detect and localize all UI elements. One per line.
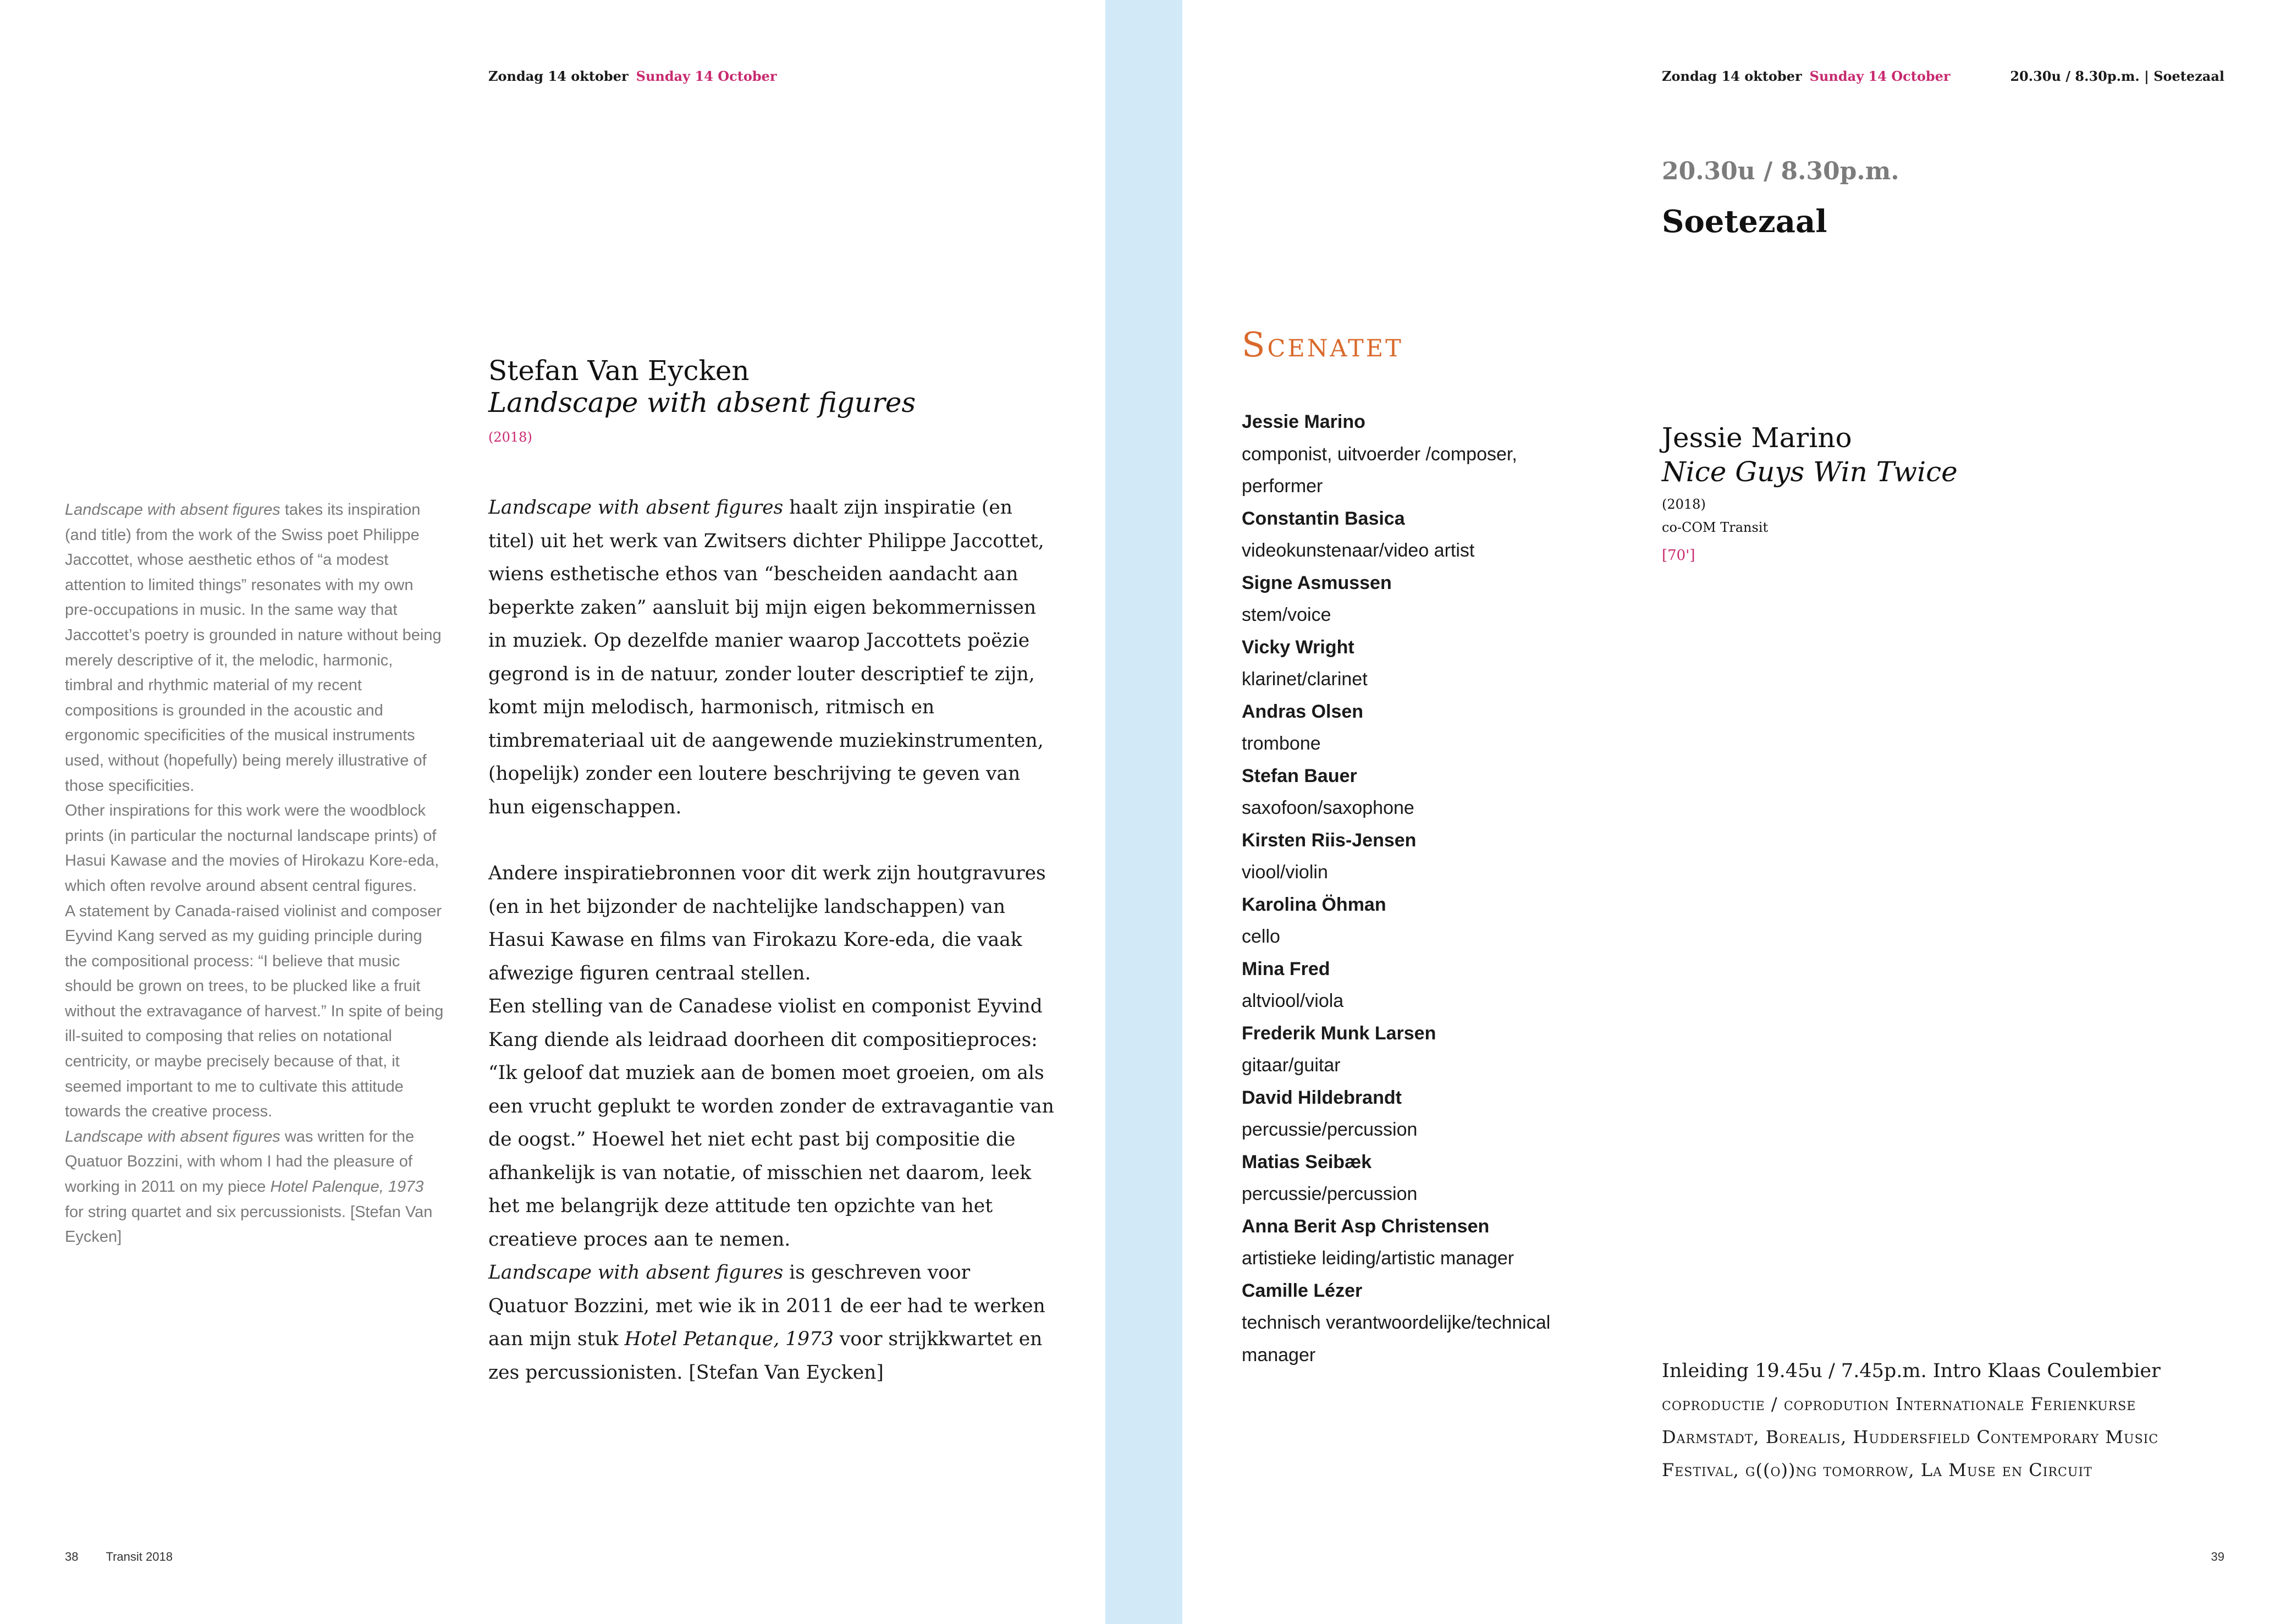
running-head-date-nl: Zondag 14 oktober	[488, 68, 629, 84]
running-head-time-venue: 20.30u / 8.30p.m. | Soetezaal	[2010, 68, 2224, 84]
cast-member-name: Vicky Wright	[1242, 636, 1354, 658]
page-number: 39	[2211, 1550, 2224, 1564]
dutch-program-note	[488, 491, 1055, 1389]
paragraph	[65, 498, 444, 799]
piece-header-left	[488, 355, 916, 445]
running-head-right	[1662, 68, 1951, 84]
italic-title-run: Hotel Palenque, 1973	[270, 1178, 424, 1196]
cast-member-name: Andras Olsen	[1242, 701, 1364, 722]
running-head-date-en: Sunday 14 October	[636, 68, 777, 84]
cast-member-role: videokunstenaar/video artist	[1242, 540, 1475, 561]
work-year: (2018)	[488, 430, 532, 445]
text-run: was written for the Quatuor Bozzini, with whom I had the pleasure of working in 2011 on my piece	[65, 1127, 415, 1196]
text-run: for string quartet and six percussionists. [Stefan Van Eycken]	[65, 1203, 433, 1246]
credits-block	[1662, 1355, 2239, 1487]
composer-name: Jessie Marino	[1662, 422, 1852, 454]
cast-member-name: Stefan Bauer	[1242, 765, 1357, 786]
publication-name: Transit 2018	[106, 1550, 173, 1564]
text-run: takes its inspiration (and title) from the work of the Swiss poet Philippe Jaccottet, whose aesthetic ethos of “a modest attention to limited things” resonates with my own pre-occupations in music. In the same way that Jaccottet’s poetry is grounded in nature without being merely descriptive of it, the melodic, harmonic, timbral and rhythmic material of my recent compositions is grounded in the acoustic and ergonomic specificities of the musical instruments used, without (hopefully) being merely illustrative of those specificities.	[65, 501, 442, 795]
duration: [70']	[1662, 547, 1695, 564]
paragraph	[488, 491, 1055, 824]
cast-member-role: percussie/percussion	[1242, 1119, 1418, 1140]
cast-member-name: Anna Berit Asp Christensen	[1242, 1215, 1490, 1237]
concert-time: 20.30u / 8.30p.m.	[1662, 157, 1899, 185]
piece-header-right	[1662, 421, 1958, 564]
cast-member-role: artistieke leiding/artistic manager	[1242, 1248, 1514, 1269]
cast-member-name: Mina Fred	[1242, 958, 1330, 979]
cast-member-role: stem/voice	[1242, 604, 1331, 625]
english-program-note	[65, 498, 444, 1250]
commission-note: co-COM Transit	[1662, 520, 1769, 535]
paragraph	[488, 857, 1055, 990]
work-title: Landscape with absent figures	[488, 387, 916, 419]
cast-member-role: saxofoon/saxophone	[1242, 797, 1414, 818]
text-run: Een stelling van de Canadese violist en componist Eyvind Kang diende als leidraad doorheen dit compositieproces: “Ik geloof dat muziek aan de bomen moet groeien, om als een vrucht geplukt te worden zonder de extravagantie van de oogst.” Hoewel het niet echt past bij compositie die afhankelijk is van notatie, of misschien net daarom, leek het me belangrijk deze attitude ten opzichte van het creatieve proces aan te nemen.	[488, 995, 1054, 1251]
cast-member-name: Constantin Basica	[1242, 508, 1405, 529]
page-number: 38	[65, 1550, 79, 1564]
work-title: Nice Guys Win Twice	[1662, 456, 1958, 488]
cast-member-role: componist, uitvoerder /composer, performer	[1242, 443, 1517, 497]
cast-member-role: altviool/viola	[1242, 990, 1344, 1011]
ensemble-name: Scenatet	[1242, 324, 1403, 365]
folio-right	[2211, 1550, 2224, 1564]
cast-member-name: Camille Lézer	[1242, 1280, 1363, 1301]
italic-title-run: Landscape with absent figures	[488, 497, 784, 519]
cast-member-name: David Hildebrandt	[1242, 1087, 1402, 1108]
cast-member-role: trombone	[1242, 733, 1321, 754]
cast-member-role: klarinet/clarinet	[1242, 669, 1368, 690]
cast-member-name: Karolina Öhman	[1242, 894, 1386, 915]
coproduction-credits: coproductie / coprodution Internationale Ferienkurse Darmstadt, Borealis, Huddersfield Contemporary Music Festival, g((o))ng tomorrow, La Muse en Circuit	[1662, 1394, 2159, 1480]
running-head-left	[488, 68, 777, 84]
intro-talk: Inleiding 19.45u / 7.45p.m. Intro Klaas Coulembier	[1662, 1360, 2161, 1382]
cast-list	[1242, 406, 1594, 1371]
cast-member-name: Kirsten Riis-Jensen	[1242, 829, 1417, 851]
cast-member-name: Matias Seibæk	[1242, 1151, 1372, 1172]
text-run: A statement by Canada-raised violinist and composer Eyvind Kang served as my guiding principle during the compositional process: “I believe that music should be grown on trees, to be plucked like a fruit without the extravagance of harvest.” In spite of being ill-suited to composing that relies on notational centricity, or maybe precisely because of that, it seemed important to me to cultivate this attitude towards the creative process.	[65, 902, 444, 1121]
composer-name: Stefan Van Eycken	[488, 355, 750, 387]
text-run: Other inspirations for this work were the woodblock prints (in particular the nocturnal landscape prints) of Hasui Kawase and the movies of Hirokazu Kore-eda, which often revolve around absent central figures.	[65, 802, 439, 895]
italic-title-run: Hotel Petanque, 1973	[624, 1328, 834, 1350]
paragraph	[65, 799, 444, 899]
italic-title-run: Landscape with absent figures	[65, 1127, 280, 1146]
italic-title-run: Landscape with absent figures	[65, 501, 280, 519]
cast-member-role: cello	[1242, 926, 1280, 947]
running-head-date-en: Sunday 14 October	[1809, 68, 1951, 84]
work-year: (2018)	[1662, 497, 1706, 512]
paragraph	[65, 1125, 444, 1250]
paragraph	[488, 990, 1055, 1256]
paragraph	[65, 899, 444, 1125]
cast-member-role: gitaar/guitar	[1242, 1055, 1341, 1076]
paragraph	[488, 1256, 1055, 1389]
cast-member-role: technisch verantwoordelijke/technical manager	[1242, 1312, 1551, 1366]
cast-member-role: viool/violin	[1242, 862, 1328, 883]
running-head-date-nl: Zondag 14 oktober	[1662, 68, 1802, 84]
text-run: is geschreven voor Quatuor Bozzini, met wie ik in 2011 de eer had te werken aan mijn stuk	[488, 1262, 1045, 1350]
concert-venue: Soetezaal	[1662, 203, 1827, 240]
paragraph-gap	[488, 824, 1055, 857]
text-run: Andere inspiratiebronnen voor dit werk zijn houtgravures (en in het bijzonder de nachtelijke landschappen) van Hasui Kawase en films van Firokazu Kore-eda, die vaak afwezige figuren centraal stellen.	[488, 862, 1046, 984]
cast-member-name: Frederik Munk Larsen	[1242, 1022, 1436, 1044]
cast-member-name: Signe Asmussen	[1242, 572, 1392, 593]
text-run: voor strijkkwartet en zes percussionisten. [Stefan Van Eycken]	[488, 1328, 1043, 1384]
italic-title-run: Landscape with absent figures	[488, 1262, 784, 1284]
cast-member-role: percussie/percussion	[1242, 1183, 1418, 1204]
cast-member-name: Jessie Marino	[1242, 411, 1365, 432]
folio-left	[65, 1550, 173, 1564]
text-run: haalt zijn inspiratie (en titel) uit het werk van Zwitsers dichter Philippe Jaccottet, wiens esthetische ethos van “bescheiden aandacht aan beperkte zaken” aansluit bij mijn eigen bekommernissen in muziek. Op dezelfde manier waarop Jaccottets poëzie gegrond is in de natuur, zonder louter descriptief te zijn, komt mijn melodisch, harmonisch, ritmisch en timbremateriaal uit de aangewende muziekinstrumenten, (hopelijk) zonder een loutere beschrijving te geven van hun eigenschappen.	[488, 497, 1044, 818]
center-band	[1105, 0, 1182, 1624]
